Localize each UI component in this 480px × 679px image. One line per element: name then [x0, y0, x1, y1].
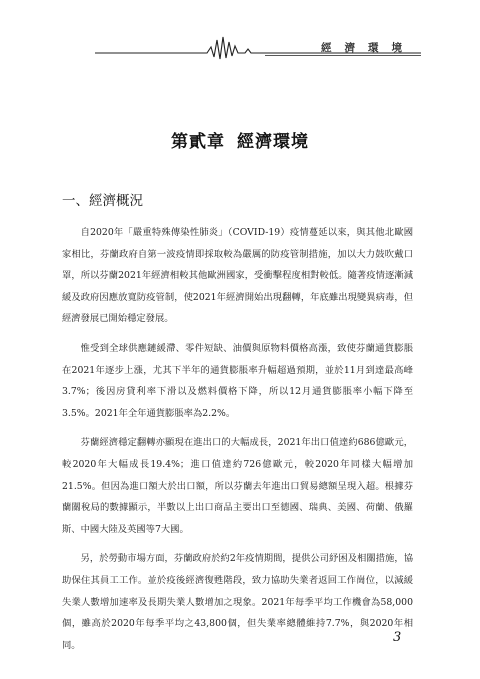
body-text	[62, 222, 413, 664]
page-number: 3	[393, 630, 402, 645]
paragraph: 惟受到全球供應鏈緩滯、零件短缺、油價與原物料價格高漲，致使芬蘭通貨膨脹在2021年逐步上漲，尤其下半年的通貨膨脹率升幅超過預期，並於11月到達最高峰3.7%；後因房貸利率下滑以及燃料價格下降，所以12月通貨膨脹率小幅下降至3.5%。2021年全年通貨膨脹率為2.2%。	[62, 342, 413, 419]
section-heading: 一、經濟概況	[62, 193, 143, 209]
paragraph: 自2020年「嚴重特殊傳染性肺炎」（COVID-19）疫情蔓延以來，與其他北歐國家相比，芬蘭政府自第一波疫情即採取較為嚴厲的防疫管制措施，加以大力鼓吹戴口罩，所以芬蘭2021年經濟相較其他歐洲國家，受衝擊程度相對較低。隨著疫情逐漸減緩及政府因應放寬防疫管制，使2021年經濟開始出現翻轉，年底雖出現變異病毒，但經濟發展已開始穩定發展。	[62, 227, 413, 325]
running-header	[95, 34, 421, 60]
chapter-title	[0, 127, 480, 152]
chapter-number: 第貳章	[171, 132, 225, 152]
chapter-name: 經濟環境	[237, 132, 309, 152]
paragraph: 另，於勞動市場方面，芬蘭政府於約2年疫情期間，提供公司紓困及相關措施，協助保住其員工工作。並於疫後經濟復甦階段，致力協助失業者返回工作崗位，以減緩失業人數增加速率及長期失業人數增加之現象。2021年每季平均工作機會為58,000個，雖高於2020年每季平均之43,800個，但失業率總體維持7.7%，與2020年相同。	[62, 553, 413, 651]
running-header-label: 經濟環境	[321, 42, 415, 54]
paragraph: 芬蘭經濟穩定翻轉亦顯現在進出口的大幅成長，2021年出口值達約686億歐元，較2020年大幅成長19.4%；進口值達約726億歐元，較2020年同樣大幅增加21.5%。但因為進口額大於出口額，所以芬蘭去年進出口貿易總額呈現入超。根據芬蘭關稅局的數據顯示，半數以上出口商品主要出口至德國、瑞典、美國、荷蘭、俄羅斯、中國大陸及英國等7大國。	[62, 437, 413, 535]
